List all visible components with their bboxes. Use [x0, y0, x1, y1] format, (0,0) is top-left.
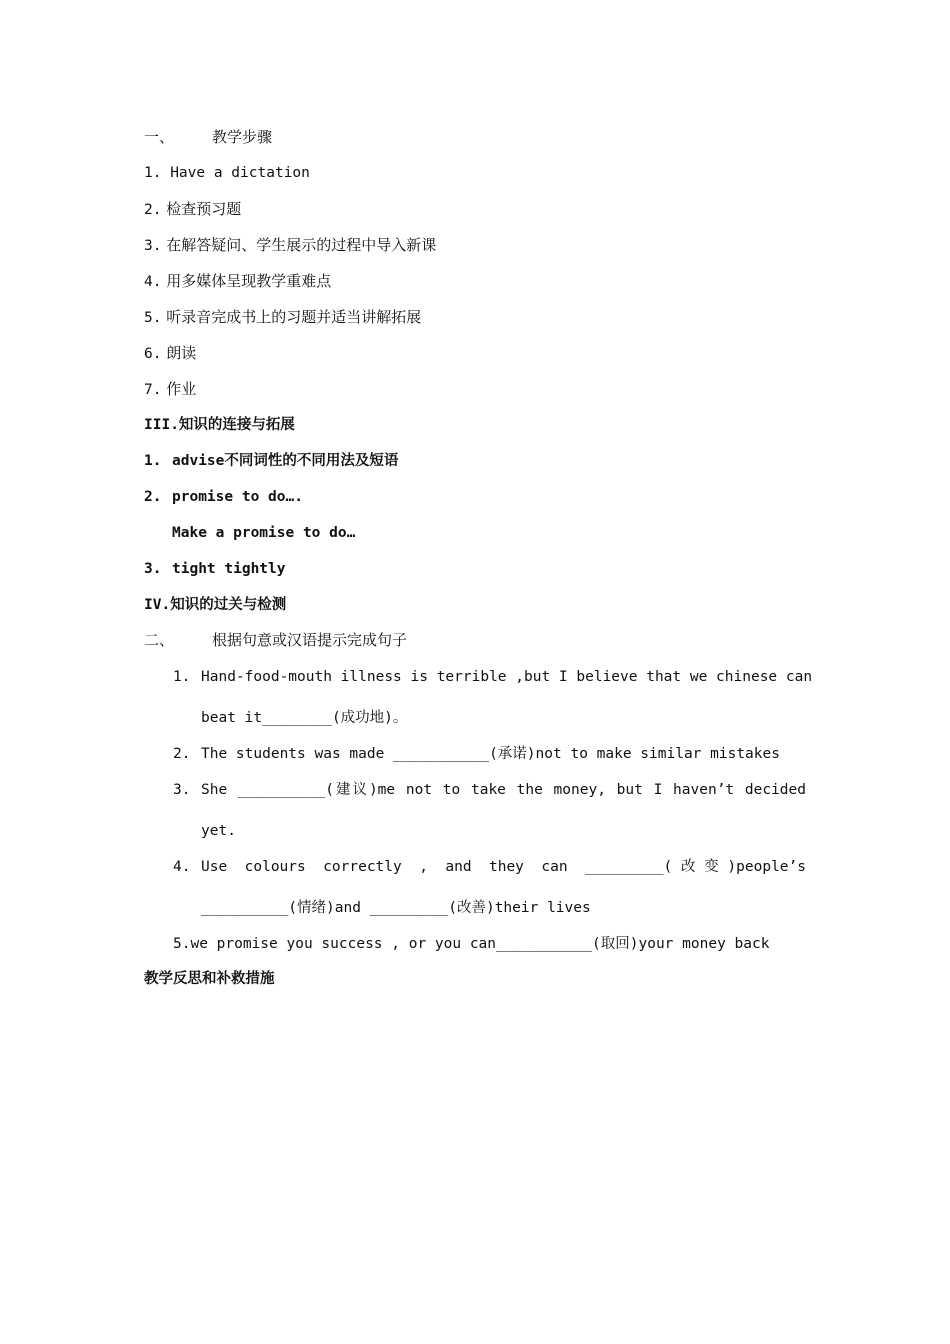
list-item-number: 1.: [144, 165, 162, 181]
list-item-number: 7.: [144, 382, 162, 398]
exercise-number: 4.: [173, 859, 191, 875]
exercise-line: yet.: [201, 823, 236, 839]
steps-heading: 教学步骤: [212, 128, 273, 146]
exercise-number: 2.: [173, 746, 191, 762]
exercise-line: Use colours correctly , and they can _________(改变)people’s: [201, 859, 806, 875]
list-item-text: 作业: [166, 380, 197, 398]
exercise-line: __________(情绪)and _________(改善)their lives: [201, 900, 591, 916]
exercise-line: Hand-food-mouth illness is terrible ,but I believe that we chinese can: [201, 669, 813, 685]
exercise-text: [201, 780, 806, 800]
list-item-number: 3.: [144, 238, 162, 254]
list-item: [144, 451, 398, 471]
reflection-heading: 教学反思和补救措施: [144, 971, 275, 987]
list-item: [144, 235, 436, 256]
list-item-text: promise to do….: [172, 489, 303, 505]
exercise-line: She __________(建议)me not to take the money, but I haven’t decided: [201, 782, 806, 798]
check-heading: IV.知识的过关与检测: [144, 597, 287, 613]
exercise-line: beat it________(成功地)。: [201, 710, 408, 726]
list-item-text: Have a dictation: [170, 165, 310, 181]
list-item-subtext: Make a promise to do…: [172, 525, 356, 541]
list-item: [144, 199, 241, 220]
list-item-text: 在解答疑问、学生展示的过程中导入新课: [166, 236, 437, 254]
exercise-text: we promise you success , or you can___________(取回)your money back: [190, 936, 770, 952]
list-item-number: 1.: [144, 453, 162, 469]
list-item-text: 听录音完成书上的习题并适当讲解拓展: [166, 308, 422, 326]
list-item-number: 2.: [144, 202, 162, 218]
list-item-number: 4.: [144, 274, 162, 290]
list-item: [144, 163, 310, 183]
list-item-number: 6.: [144, 346, 162, 362]
list-item: [144, 487, 303, 507]
list-item: [144, 271, 331, 292]
exercise-text: [201, 857, 806, 877]
list-item-text: tight tightly: [172, 561, 286, 577]
exercise-number: 1.: [173, 669, 191, 685]
exercise-number: 5.: [173, 936, 191, 952]
exercise-line: [173, 934, 769, 954]
exercise-heading: 根据句意或汉语提示完成句子: [212, 631, 408, 649]
list-item-number: 5.: [144, 310, 162, 326]
steps-heading-marker: 一、: [144, 128, 175, 146]
list-item: [144, 559, 286, 579]
list-item-number: 3.: [144, 561, 162, 577]
list-item-text: 检查预习题: [166, 200, 242, 218]
exercise-heading-marker: 二、: [144, 631, 175, 649]
list-item-text: 朗读: [166, 344, 197, 362]
list-item: [144, 379, 196, 400]
list-item-text: advise不同词性的不同用法及短语: [172, 453, 399, 469]
list-item-text: 用多媒体呈现教学重难点: [166, 272, 332, 290]
list-item: [144, 343, 196, 364]
exercise-text: [201, 667, 813, 687]
knowledge-heading: III.知识的连接与拓展: [144, 417, 295, 433]
list-item-number: 2.: [144, 489, 162, 505]
list-item: [144, 307, 421, 328]
exercise-line: The students was made ___________(承诺)not to make similar mistakes: [201, 746, 780, 762]
exercise-number: 3.: [173, 782, 191, 798]
